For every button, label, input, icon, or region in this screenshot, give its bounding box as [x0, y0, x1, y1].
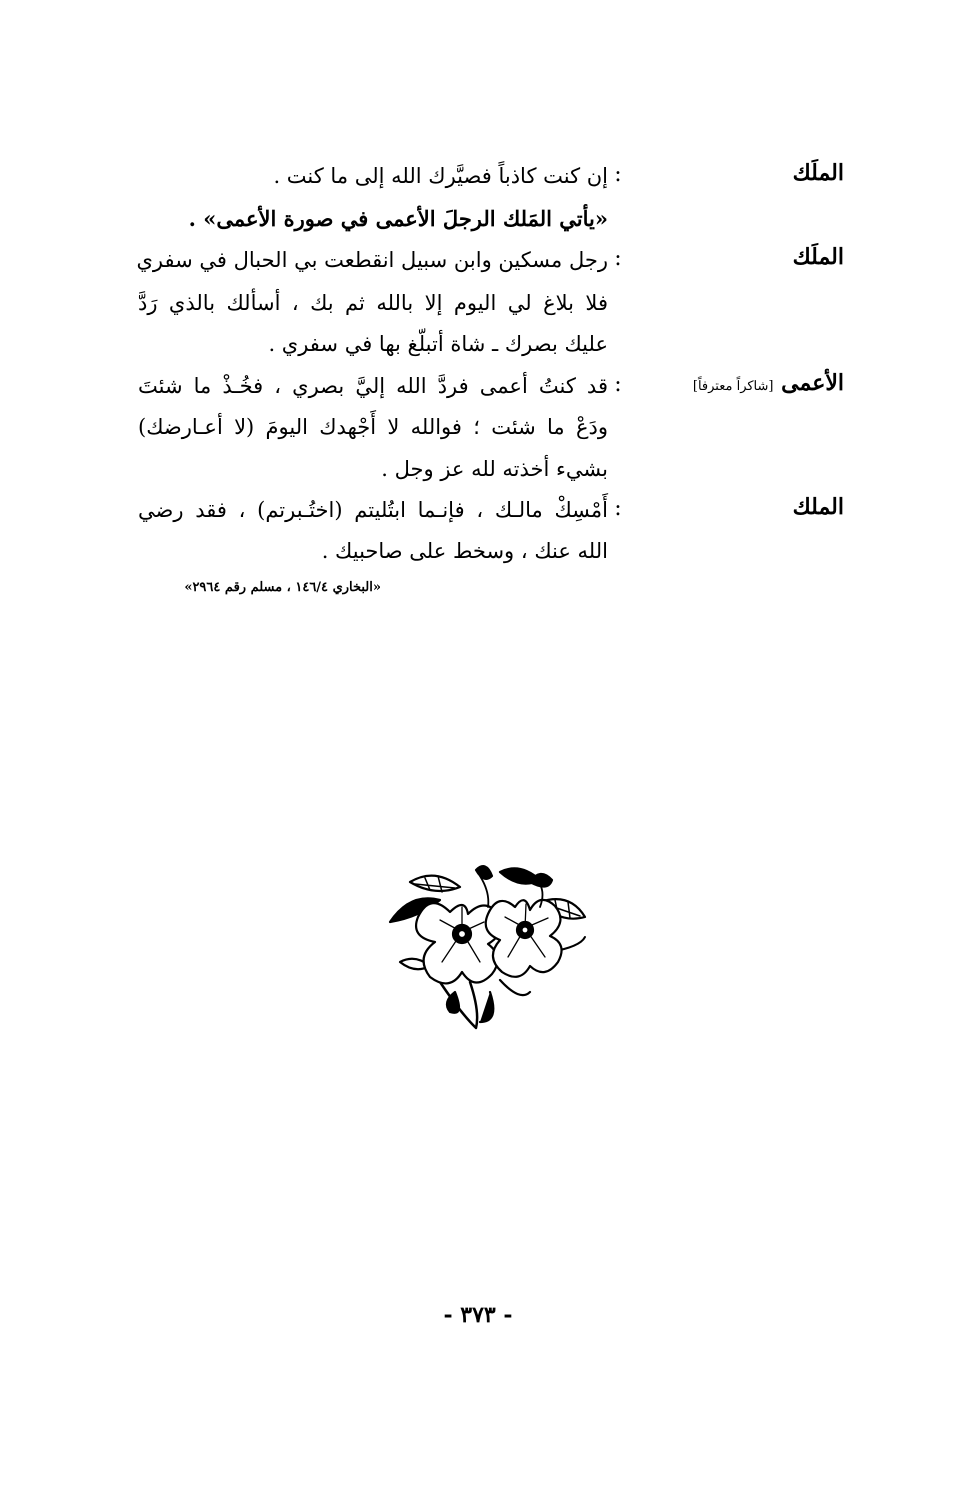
speaker-label [654, 158, 844, 188]
dialogue-line: أَمْسِكْ مالـك ، فإنـما ابتُليتم (اختُـبرتم) ، فقد رضي [138, 498, 608, 522]
colon-separator: : [614, 246, 622, 271]
speaker-name: الملَك [792, 244, 844, 270]
colon-separator: : [614, 162, 622, 187]
speaker-label [654, 242, 844, 272]
dialogue-line: قد كنتُ أعمى فردَّ الله إليَّ بصري ، فخُـذْ ما شئتَ [138, 374, 608, 398]
flower-bouquet-icon [380, 862, 590, 1030]
page-number: - ٣٧٣ - [443, 1302, 513, 1328]
dialogue-line: الله عنك ، وسخط على صاحبيك . [321, 539, 608, 563]
colon-separator: : [614, 496, 622, 521]
speaker-name: الملك [792, 494, 844, 520]
speaker-note: [شاكراً معترفاً] [692, 379, 774, 394]
speaker-name: الملَك [792, 160, 844, 186]
dialogue-line: إن كنت كاذباً فصيَّرك الله إلى ما كنت . [273, 164, 608, 188]
dialogue-line: عليك بصرك ـ شاة أتبلّغ بها في سفري . [268, 332, 608, 356]
dialogue-line: ودَعْ ما شئت ؛ فوالله لا أَجْهدك اليومَ (لا أعـارضك) [138, 415, 608, 439]
speaker-label [654, 368, 844, 402]
stage-direction: «يأتي المَلك الرجلَ الأعمى في صورة الأعمى» . [188, 206, 608, 231]
dialogue-line: رجل مسكين وابن سبيل انقطعت بي الحبال في سفري [136, 248, 608, 272]
dialogue-line: بشيء أخذته لله عز وجل . [381, 457, 608, 481]
dialogue-line: فلا بلاغ لي اليوم إلا بالله ثم بك ، أسألك بالذي رَدَّ [138, 291, 608, 315]
source-reference: «البخاري ١٤٦/٤ ، مسلم رقم ٢٩٦٤» [184, 580, 381, 595]
colon-separator: : [614, 372, 622, 397]
speaker-name: الأعمى [781, 370, 844, 396]
speaker-label [654, 492, 844, 522]
